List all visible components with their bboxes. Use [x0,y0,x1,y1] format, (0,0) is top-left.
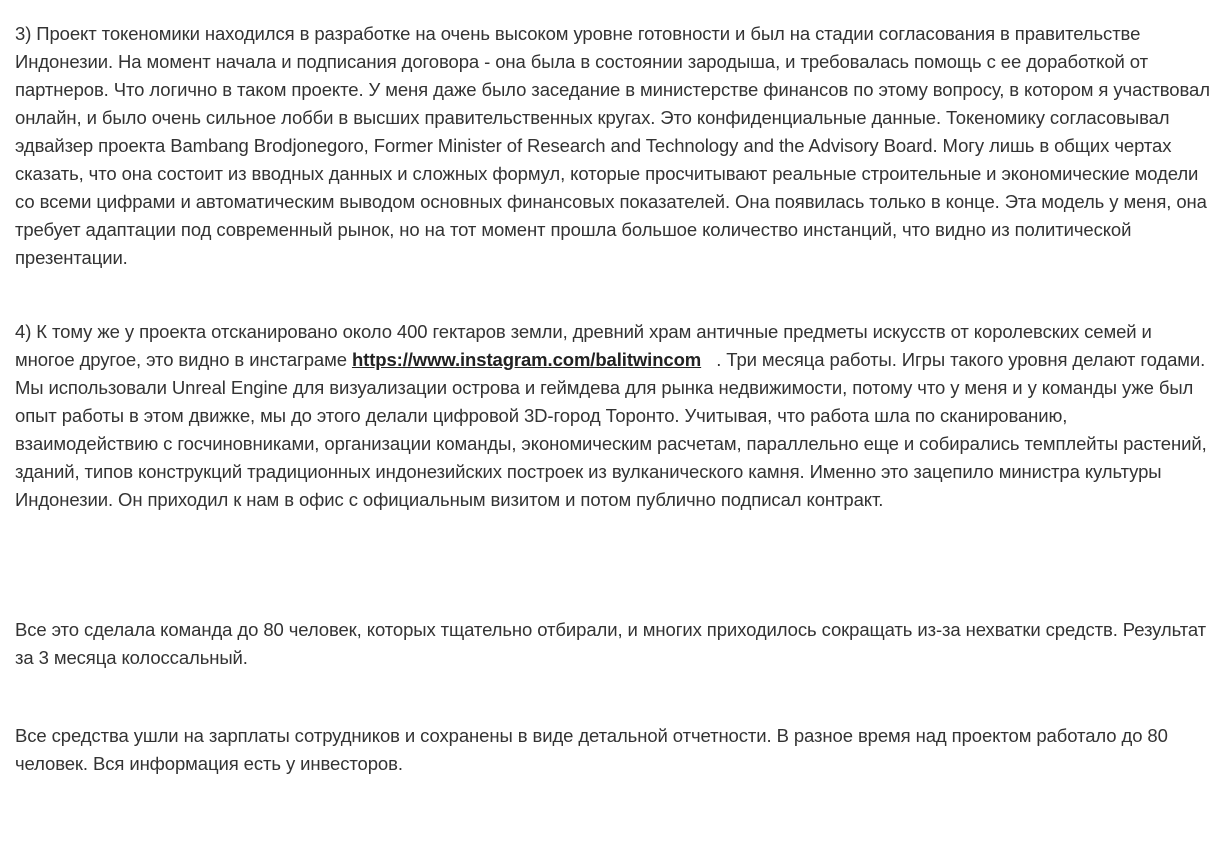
instagram-link[interactable]: https://www.instagram.com/balitwincom [351,349,702,370]
article-body [15,20,1215,778]
paragraph-scanning [15,318,1215,514]
paragraph-team: Все это сделала команда до 80 человек, которых тщательно отбирали, и многих приходилось сокращать из-за нехватки средств. Результат за 3 месяца колоссальный. [15,619,1207,668]
paragraph-funds: Все средства ушли на зарплаты сотрудников и сохранены в виде детальной отчетности. В разное время над проектом работало до 80 человек. Вся информация есть у инвесторов. [15,725,1168,774]
paragraph-scanning-text-end: . Три месяца работы. Игры такого уровня делают годами. Мы использовали Unreal Engine для визуализации острова и геймдева для рынка недвижимости, потому что у меня и у команды уже был опыт работы в этом движке, мы до этого делали цифровой 3D-город Торонто. Учитывая, что работа шла по сканированию, взаимодействию с госчиновниками, организации команды, экономическим расчетам, параллельно еще и собирались темплейты растений, зданий, типов конструкций традиционных индонезийских построек из вулканического камня. Именно это зацепило министра культуры Индонезии. Он приходил к нам в офис с официальным визитом и потом публично подписал контракт. [15,349,1207,510]
paragraph-scanning-text-start: 4) К тому же у проекта отсканировано около 400 гектаров земли, древний храм античные предметы искусств от королевских семей и многое другое, это видно в инстаграме [15,321,1152,370]
paragraph-tokenomics: 3) Проект токеномики находился в разработке на очень высоком уровне готовности и был на стадии согласования в правительстве Индонезии. На момент начала и подписания договора - она была в состоянии зародыша, и требовалась помощь с ее доработкой от партнеров. Что логично в таком проекте. У меня даже было заседание в министерстве финансов по этому вопросу, в котором я участвовал онлайн, и было очень сильное лобби в высших правительственных кругах. Это конфиденциальные данные. Токеномику согласовывал эдвайзер проекта Bambang Brodjonegoro, Former Minister of Research and Technology and the Advisory Board. Могу лишь в общих чертах сказать, что она состоит из вводных данных и сложных формул, которые просчитывают реальные строительные и экономические модели со всеми цифрами и автоматическим выводом основных финансовых показателей. Она появилась только в конце. Эта модель у меня, она требует адаптации под современный рынок, но на тот момент прошла большое количество инстанций, что видно из политической презентации. [15,23,1210,268]
